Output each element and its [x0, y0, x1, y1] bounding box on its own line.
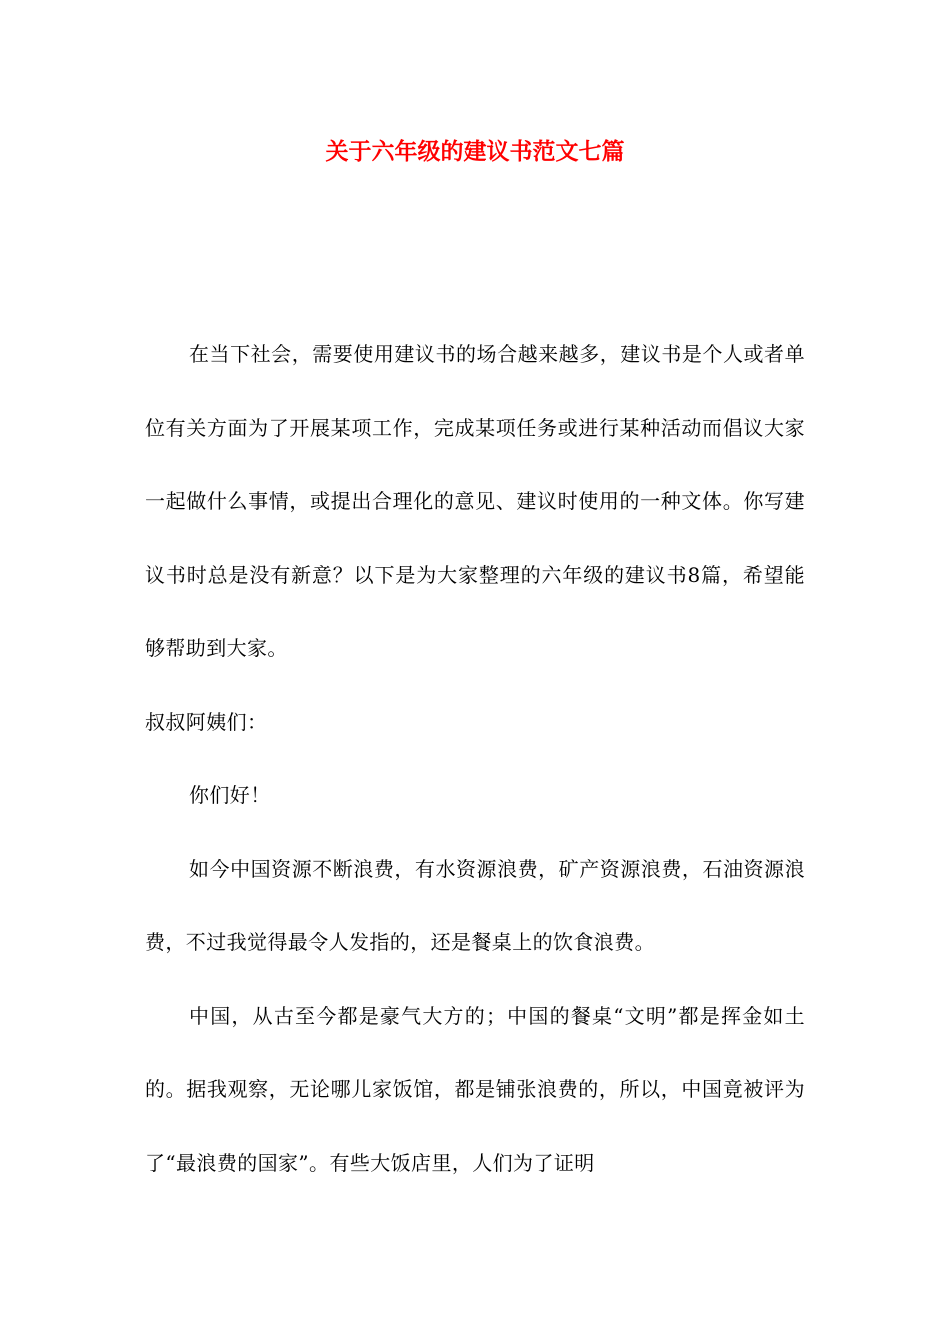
document-title: 关于六年级的建议书范文七篇 [325, 139, 625, 165]
greeting: 你们好！ [189, 783, 271, 807]
body-paragraph-china: 中国，从古至今都是豪气大方的；中国的餐桌“文明”都是挥金如土的。据我观察，无论哪儿家饭馆，都是铺张浪费的，所以，中国竟被评为了“最浪费的国家”。有些大饭店里，人们为了证明 [145, 1003, 805, 1175]
salutation: 叔叔阿姨们： [145, 709, 268, 734]
body-paragraph-waste: 如今中国资源不断浪费，有水资源浪费，矿产资源浪费，石油资源浪费，不过我觉得最令人发指的，还是餐桌上的饮食浪费。 [145, 856, 805, 954]
intro-paragraph: 在当下社会，需要使用建议书的场合越来越多，建议书是个人或者单位有关方面为了开展某项工作，完成某项任务或进行某种活动而倡议大家一起做什么事情，或提出合理化的意见、建议时使用的一种文体。你写建议书时总是没有新意？以下是为大家整理的六年级的建议书8篇，希望能够帮助到大家。 [145, 342, 805, 660]
document-body [145, 318, 805, 1200]
